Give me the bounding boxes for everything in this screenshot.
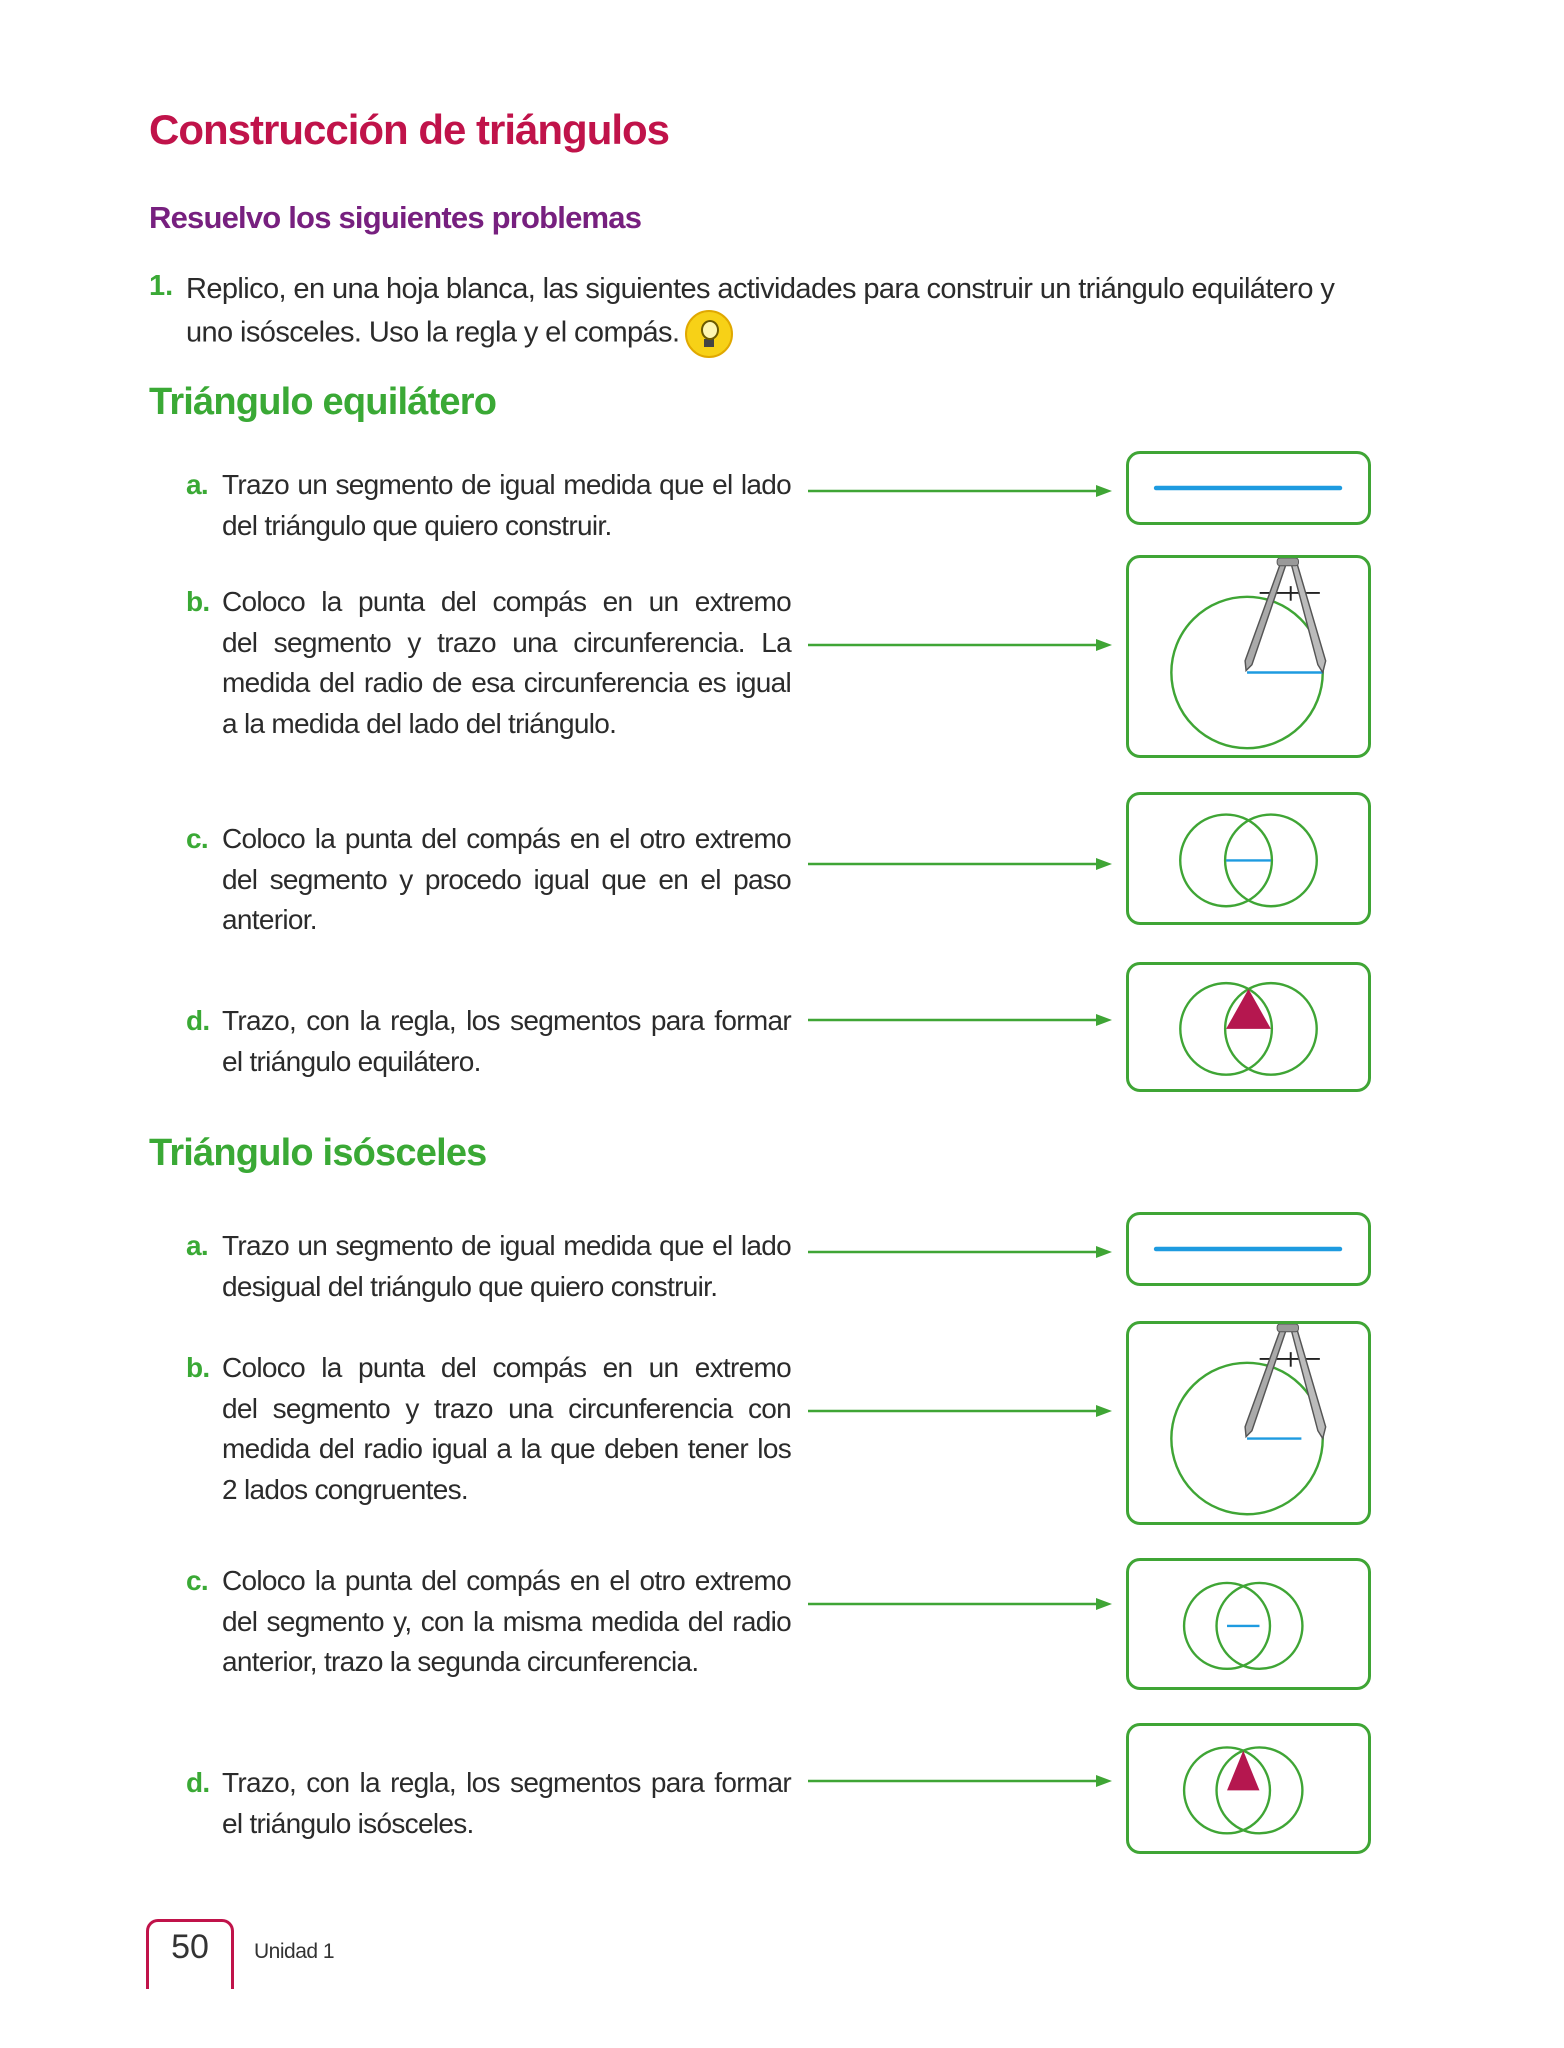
equilateral-diagram-d [1126,962,1371,1092]
arrow-icon [808,857,1112,871]
arrow-icon [808,484,1112,498]
problem-text [186,268,1376,358]
compass-icon [1245,1324,1326,1439]
arrow-icon [808,1245,1112,1259]
triangle [1226,989,1271,1029]
step-text-line: Trazo, con la regla, los segmentos para formar [222,1005,791,1036]
isosceles-diagram-a [1126,1212,1371,1286]
heading-equilateral: Triángulo equilátero [149,381,497,423]
step-text-line: del segmento y procedo igual que en el paso [222,863,791,895]
step-text-line: desigual del triángulo que quiero construir. [222,1270,718,1302]
step-text-line: del segmento y, con la misma medida del radio [222,1605,791,1637]
arrow-icon [808,1404,1112,1418]
step-text-line: medida del radio de esa circunferencia es igual [222,667,791,698]
isosceles-step-a [186,1226,791,1307]
heading-isosceles: Triángulo isósceles [149,1132,487,1174]
equilateral-diagram-b [1126,555,1371,758]
step-letter: c. [186,1565,208,1596]
section-subtitle: Resuelvo los siguientes problemas [149,200,642,235]
page-number: 50 [171,1928,209,1966]
page-title: Construcción de triángulos [149,106,670,153]
step-text-line: anterior. [222,904,317,935]
step-text-line: del triángulo que quiero construir. [222,509,612,541]
step-text-line: Coloco la punta del compás en un extremo [222,586,791,617]
isosceles-diagram-d [1126,1723,1371,1854]
step-text-line: anterior, trazo la segunda circunferencia. [222,1646,699,1677]
lightbulb-icon [685,310,733,358]
equilateral-step-b [186,582,791,744]
isosceles-diagram-b [1126,1321,1371,1525]
circle [1184,1747,1270,1833]
isosceles-diagram-c [1126,1558,1371,1690]
equilateral-step-d [186,1001,791,1082]
step-letter: a. [186,1230,208,1261]
step-text-line: 2 lados congruentes. [222,1473,468,1505]
step-text-line: Coloco la punta del compás en el otro extremo [222,1565,791,1596]
arrow-icon [808,1597,1112,1611]
arrow-icon [808,1774,1112,1788]
step-text-line: medida del radio igual a la que deben tener los [222,1433,791,1464]
step-letter: a. [186,469,208,500]
equilateral-diagram-a [1126,451,1371,525]
step-letter: b. [186,1352,210,1383]
equilateral-step-c [186,819,791,941]
problem-number: 1. [149,270,174,302]
step-text-line: a la medida del lado del triángulo. [222,707,617,739]
isosceles-step-c [186,1561,791,1683]
step-letter: c. [186,823,208,854]
step-letter: d. [186,1767,210,1798]
step-text-line: del segmento y trazo una circunferencia con [222,1392,791,1424]
step-text-line: Trazo, con la regla, los segmentos para formar [222,1767,791,1798]
step-text-line: del segmento y trazo una circunferencia. La [222,626,791,658]
equilateral-diagram-c [1126,792,1371,925]
step-text-line: Coloco la punta del compás en el otro extremo [222,823,791,854]
step-text-line: Coloco la punta del compás en un extremo [222,1352,791,1383]
arrow-icon [808,638,1112,652]
step-text-line: el triángulo isósceles. [222,1807,474,1839]
step-text-line: el triángulo equilátero. [222,1045,481,1077]
equilateral-step-a [186,465,791,546]
unit-label: Unidad 1 [254,1940,335,1963]
step-letter: d. [186,1005,210,1036]
isosceles-step-b [186,1348,791,1510]
step-letter: b. [186,586,210,617]
step-text-line: Trazo un segmento de igual medida que el lado [222,469,791,500]
arrow-icon [808,1013,1112,1027]
problem-text-content: Replico, en una hoja blanca, las siguientes actividades para construir un triángulo equilátero y uno isósceles. Uso la regla y el compás. [186,273,1335,349]
isosceles-step-d [186,1763,791,1844]
circle [1217,1747,1303,1833]
compass-icon [1245,558,1326,673]
step-text-line: Trazo un segmento de igual medida que el lado [222,1230,791,1261]
